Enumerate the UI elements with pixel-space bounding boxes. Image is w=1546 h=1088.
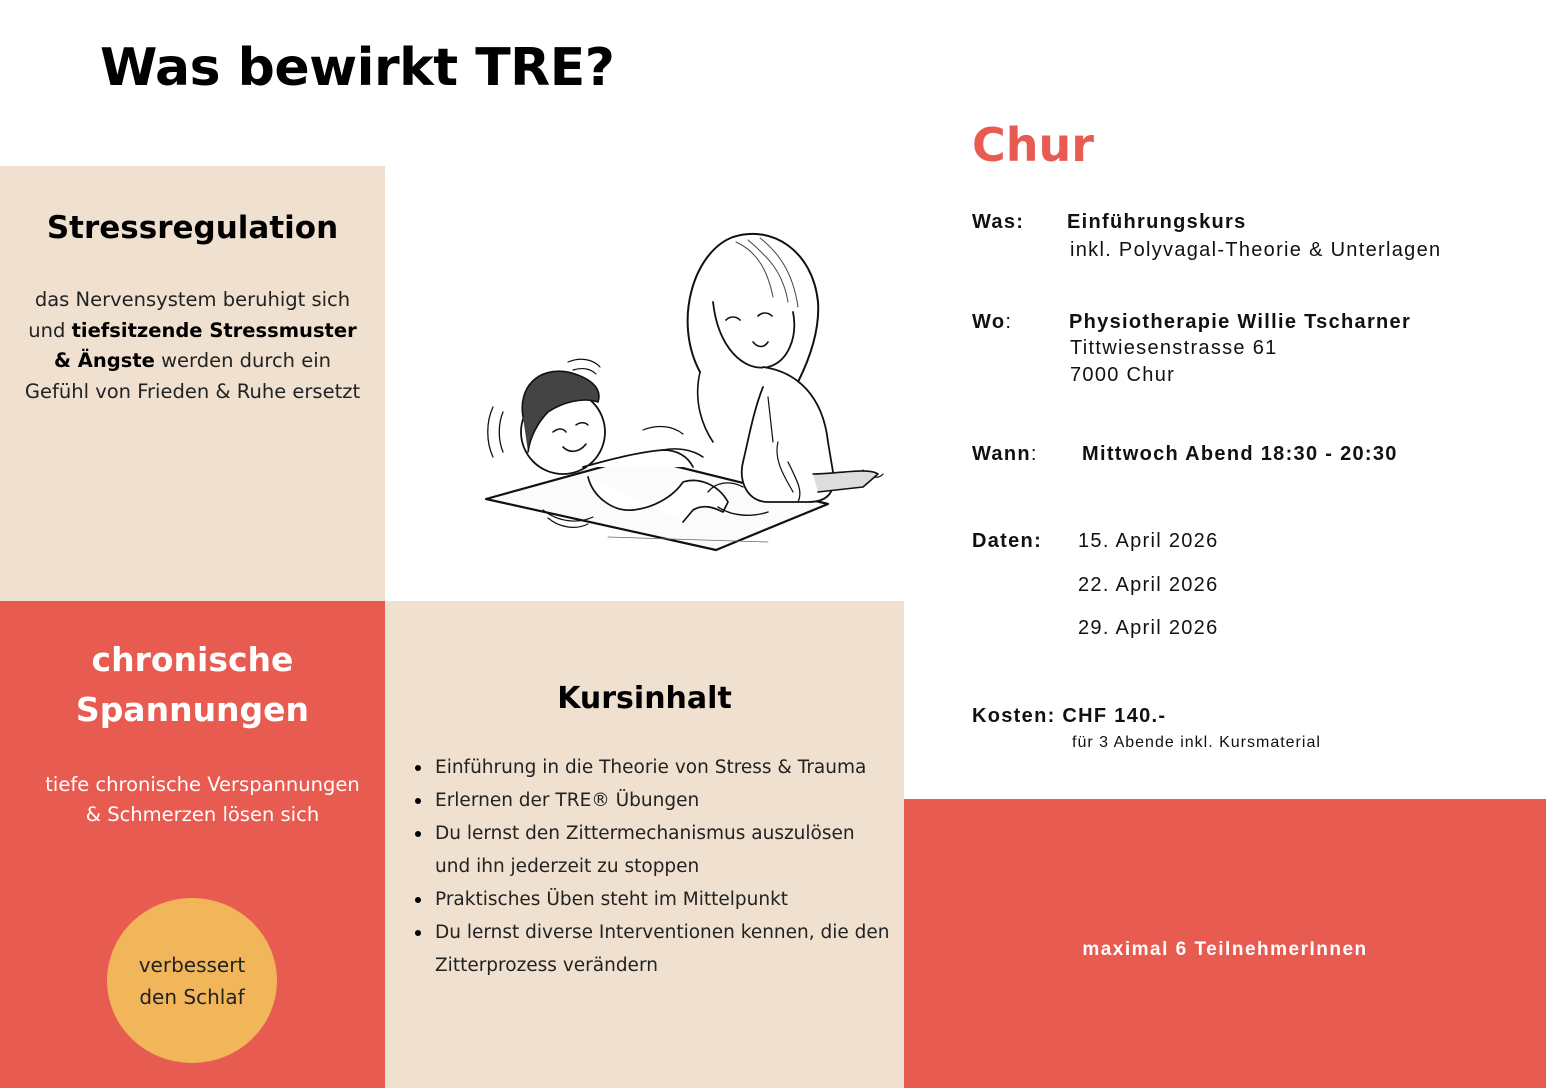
page-title: Was bewirkt TRE?	[100, 38, 615, 98]
sleep-badge-text	[139, 949, 246, 1013]
wo-value-text: Physiotherapie Willie Tscharner	[1069, 311, 1412, 333]
illustration-image	[468, 212, 898, 597]
was-sub: inkl. Polyvagal-Theorie & Unterlagen	[1070, 239, 1442, 261]
bullet-icon	[415, 930, 421, 936]
chronic-heading-line2: Spannungen	[75, 690, 310, 729]
list-item-text: Du lernst den Zittermechanismus auszulösen und ihn jederzeit zu stoppen	[435, 823, 855, 877]
list-item	[435, 817, 890, 883]
stress-text-bold: tiefsitzende Stressmuster & Ängste	[53, 318, 357, 372]
kosten-value: CHF 140.-	[1062, 705, 1167, 727]
date-item: 22. April 2026	[1078, 574, 1219, 596]
max-participants-text: maximal 6 TeilnehmerInnen	[1082, 939, 1368, 960]
chronic-heading	[0, 635, 385, 735]
bullet-icon	[415, 897, 421, 903]
drawing-adult-child-icon	[468, 212, 898, 597]
sleep-line2: den Schlaf	[139, 984, 245, 1009]
date-item: 29. April 2026	[1078, 617, 1219, 639]
info-wo	[972, 311, 1012, 334]
wo-value	[1069, 311, 1411, 334]
course-content-panel	[385, 601, 904, 1088]
wo-label: Wo	[972, 311, 1006, 333]
info-was	[972, 211, 1024, 234]
city-heading: Chur	[972, 118, 1094, 172]
wann-value-text: Mittwoch Abend 18:30 - 20:30	[1082, 443, 1398, 465]
wo-city: 7000 Chur	[1070, 364, 1176, 386]
kosten-row	[972, 705, 1166, 728]
list-item-text: Einführung in die Theorie von Stress & Trauma	[435, 757, 867, 778]
bullet-icon	[415, 765, 421, 771]
wann-value	[1082, 443, 1398, 466]
list-item-text: Du lernst diverse Interventionen kennen, die den Zitterprozess verändern	[435, 922, 890, 976]
wo-street: Tittwiesenstrasse 61	[1070, 337, 1278, 359]
info-wann	[972, 443, 1038, 466]
bullet-icon	[415, 798, 421, 804]
stress-text-1: das Nervensystem beruhigt sich und	[28, 288, 351, 342]
max-participants-panel	[904, 799, 1546, 1088]
wann-colon: :	[1030, 443, 1038, 465]
kosten-sub: für 3 Abende inkl. Kursmaterial	[1072, 734, 1321, 751]
sleep-badge	[107, 898, 277, 1063]
daten-label	[972, 530, 1042, 553]
kosten-label: Kosten:	[972, 705, 1056, 727]
list-item	[435, 916, 890, 982]
list-item	[435, 751, 890, 784]
sleep-line1: verbessert	[138, 952, 246, 977]
daten-label-text: Daten:	[972, 530, 1043, 552]
wann-label: Wann	[972, 443, 1031, 465]
list-item-text: Erlernen der TRE® Übungen	[435, 790, 700, 811]
stress-text-2: werden durch ein Gefühl von Frieden & Ruhe ersetzt	[24, 349, 361, 403]
was-value-text: Einführungskurs	[1067, 211, 1247, 233]
chronic-text: tiefe chronische Verspannungen & Schmerzen lösen sich	[45, 773, 360, 826]
stress-text	[20, 285, 365, 407]
chronic-panel	[0, 601, 385, 1088]
stress-heading: Stressregulation	[46, 210, 339, 246]
date-item: 15. April 2026	[1078, 530, 1219, 552]
was-value	[1067, 211, 1247, 234]
course-content-heading: Kursinhalt	[557, 681, 732, 716]
list-item	[435, 784, 890, 817]
chronic-heading-line1: chronische	[91, 640, 294, 679]
stress-panel	[0, 166, 385, 601]
was-label: Was:	[972, 211, 1025, 233]
list-item	[435, 883, 890, 916]
wo-colon: :	[1005, 311, 1013, 333]
bullet-icon	[415, 831, 421, 837]
course-content-list	[435, 751, 890, 982]
list-item-text: Praktisches Üben steht im Mittelpunkt	[435, 889, 789, 910]
